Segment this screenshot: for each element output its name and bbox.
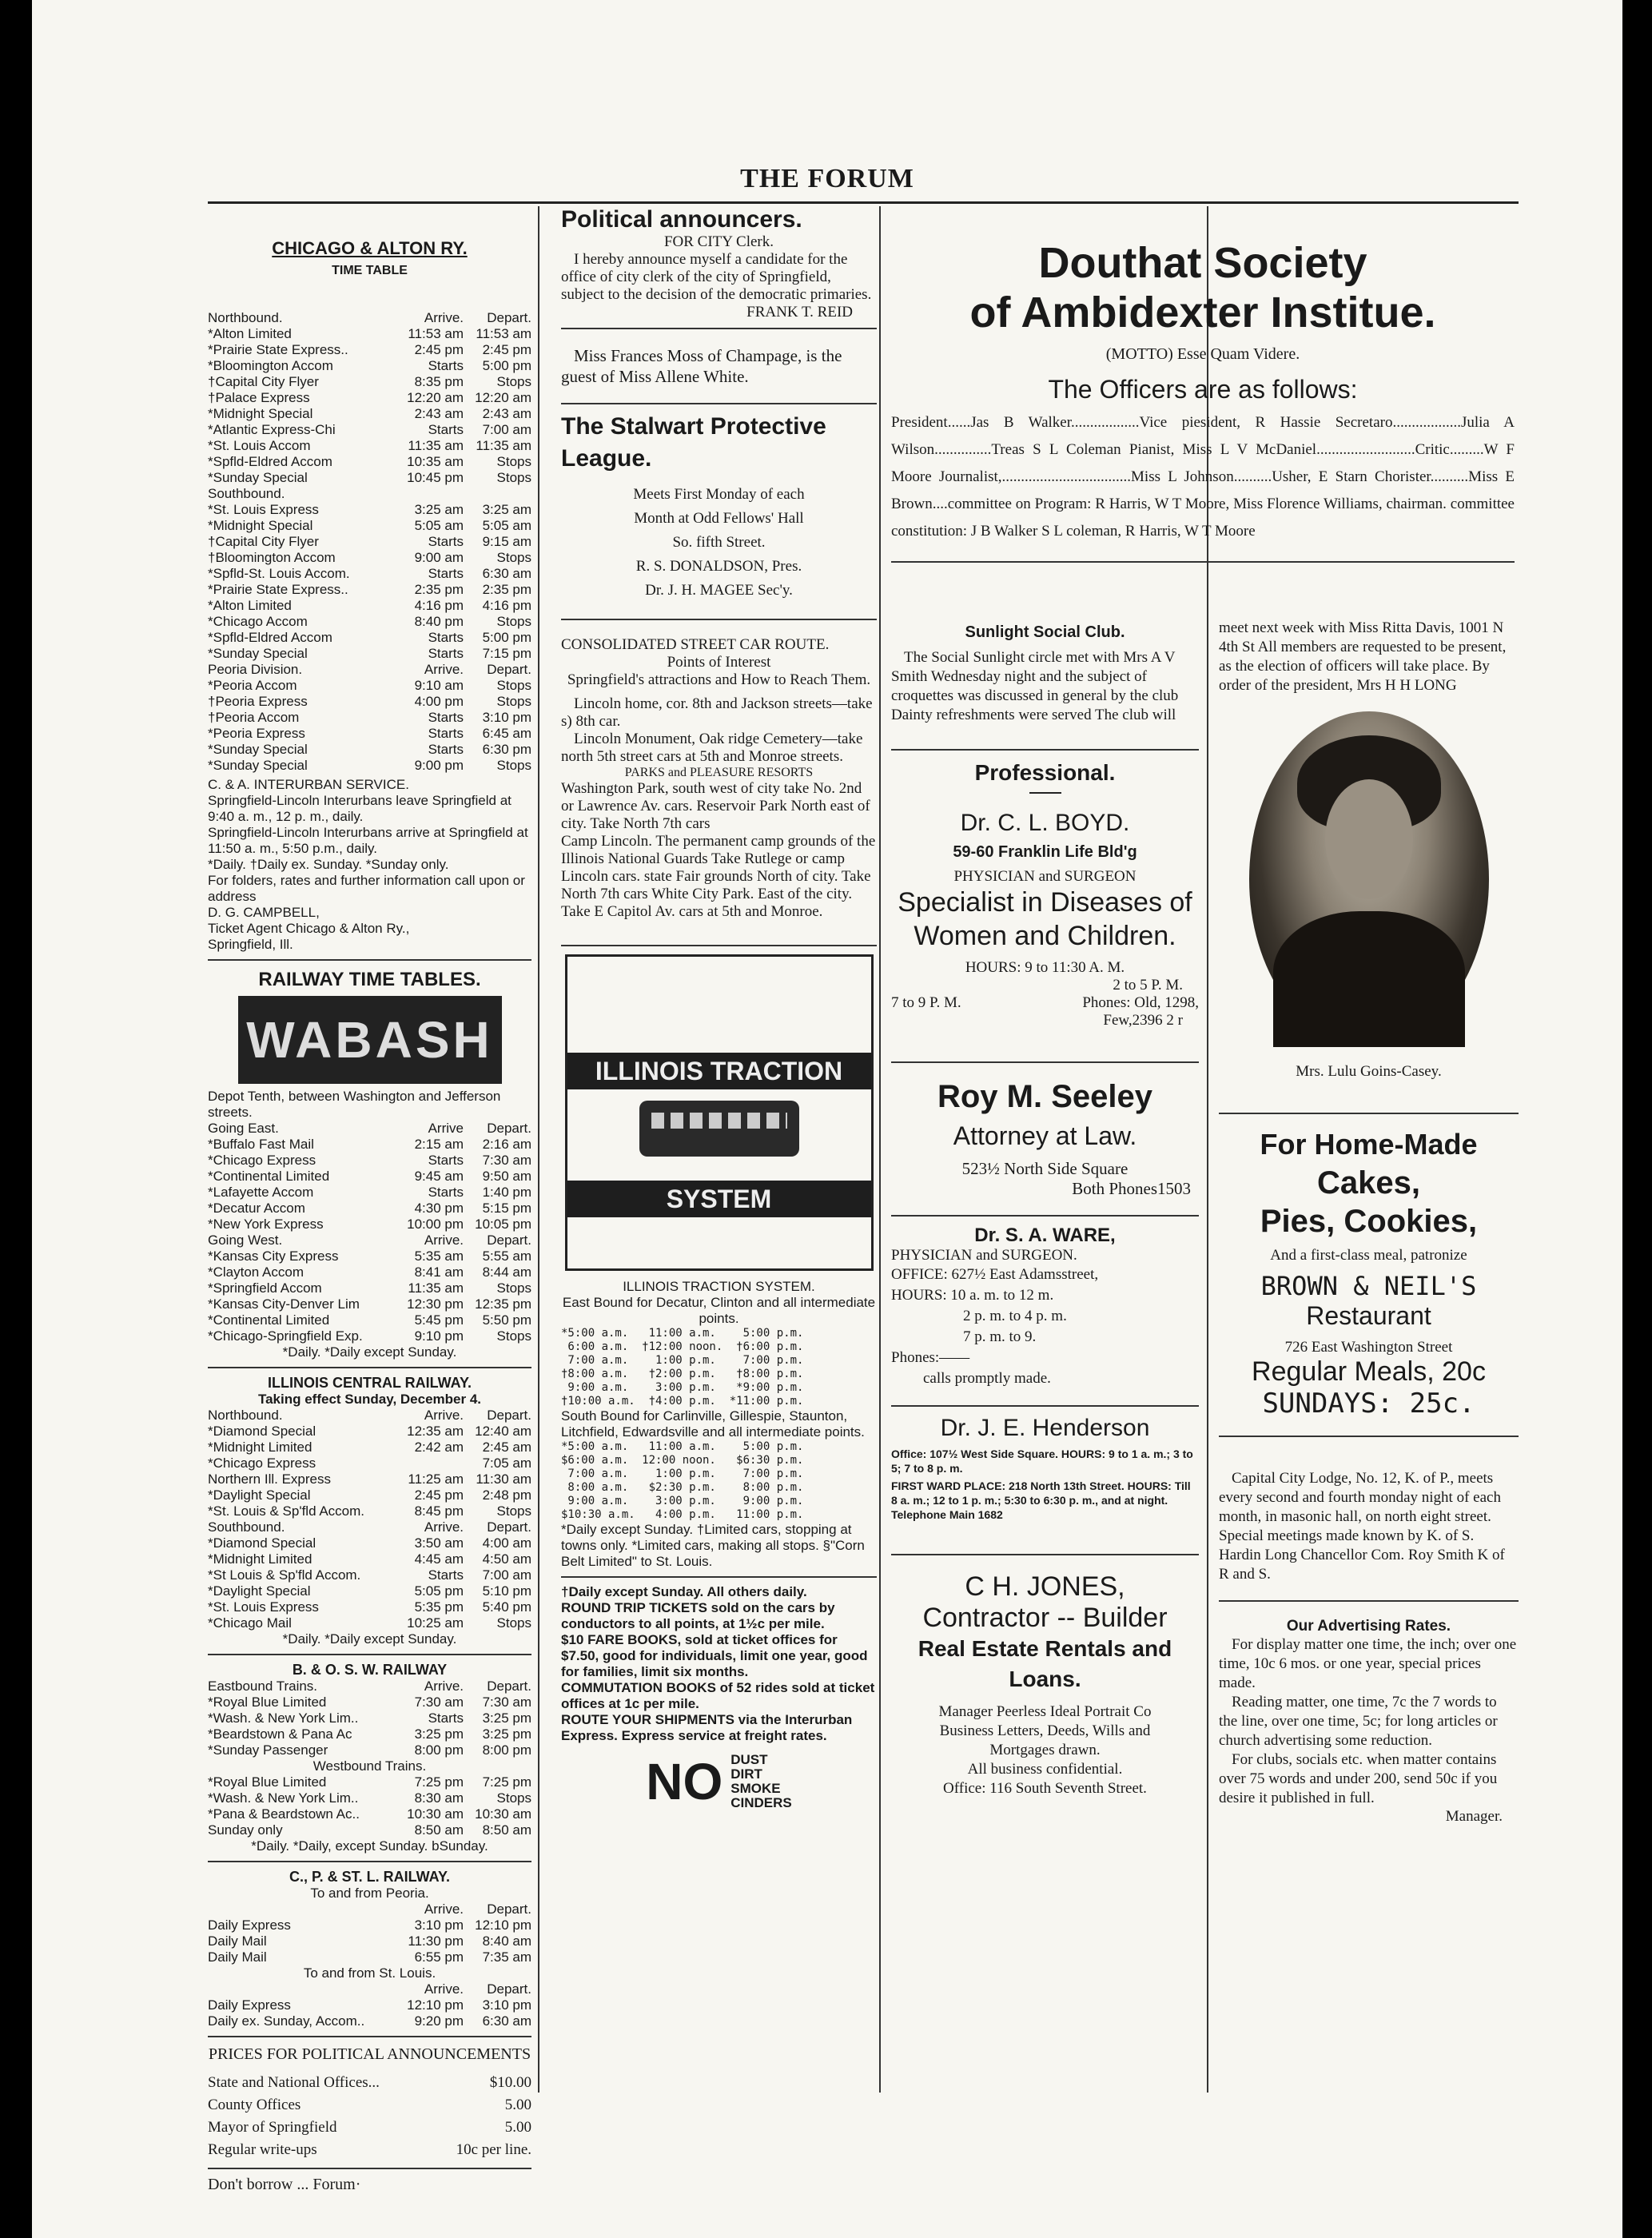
table-row: †Peoria Express 4:00 pm Stops bbox=[208, 694, 531, 709]
table-row: *Lafayette Accom Starts 1:40 pm bbox=[208, 1185, 531, 1200]
text-line: For folders, rates and further information call upon or address bbox=[208, 873, 525, 904]
text-line: Meets First Monday of each bbox=[633, 486, 805, 503]
ware-calls: calls promptly made. bbox=[923, 1370, 1051, 1387]
table-header: Arrive. Depart. bbox=[424, 1981, 531, 1997]
table-row: *Kansas City-Denver Lim 12:30 pm 12:35 pm bbox=[208, 1296, 531, 1312]
text-line: Mortgages drawn. bbox=[989, 1742, 1101, 1758]
boyd-hours3: 7 to 9 P. M. bbox=[891, 994, 961, 1011]
wabash-logo: WABASH bbox=[238, 996, 502, 1084]
logo-sub: TIME TABLE bbox=[332, 264, 408, 277]
cakes-name1: BROWN & NEIL'S bbox=[1260, 1271, 1477, 1301]
table-row: *Alton Limited 4:16 pm 4:16 pm bbox=[208, 598, 531, 613]
portrait-photo bbox=[1249, 711, 1489, 1047]
table-row: *Diamond Special 12:35 am 12:40 am bbox=[208, 1424, 531, 1439]
political-body: I hereby announce myself a candidate for the office of city clerk of the city of Springfield, subject to the decision of the democratic primaries. bbox=[561, 251, 872, 303]
jones-title: Contractor -- Builder bbox=[922, 1603, 1168, 1633]
boyd-phones: Phones: Old, 1298, bbox=[1082, 994, 1199, 1011]
boyd-hours1: HOURS: 9 to 11:30 A. M. bbox=[965, 959, 1125, 976]
column-4 bbox=[1219, 615, 1519, 2102]
streetcar-p4: Camp Lincoln. The permanent camp grounds of the Illinois National Guards Take Rutlege or camp Lincoln cars. state Fair grounds North of city. Take North 7th cars White City Park. East of the city. Take E Capitol Av. cars at 5th and Monroe. bbox=[561, 833, 876, 920]
traction-title: ILLINOIS TRACTION SYSTEM. bbox=[623, 1279, 815, 1294]
boyd-hours2: 2 to 5 P. M. bbox=[1113, 977, 1183, 994]
text-line: Office: 116 South Seventh Street. bbox=[943, 1780, 1147, 1797]
table-row: †Capital City Flyer Starts 9:15 am bbox=[208, 534, 531, 549]
streetcar-sub2: Springfield's attractions and How to Reach Them. bbox=[567, 671, 871, 688]
table-row: *Peoria Accom 9:10 am Stops bbox=[208, 678, 531, 693]
boyd-addr: 59-60 Franklin Life Bld'g bbox=[953, 843, 1137, 861]
traction-car-illustration bbox=[639, 1101, 799, 1157]
table-row: *Royal Blue Limited 7:30 am 7:30 am bbox=[208, 1694, 531, 1710]
jones-real: Real Estate Rentals and Loans. bbox=[918, 1636, 1172, 1691]
table-row: *Chicago Express Starts 7:30 am bbox=[208, 1153, 531, 1168]
table-row: *Continental Limited 5:45 pm 5:50 pm bbox=[208, 1312, 531, 1328]
streetcar-p3-head: PARKS and PLEASURE RESORTS bbox=[624, 766, 814, 779]
table-row: †Peoria Accom Starts 3:10 pm bbox=[208, 710, 531, 725]
table-header: Northbound. Arrive. Depart. bbox=[208, 310, 531, 325]
table-row: *New York Express 10:00 pm 10:05 pm bbox=[208, 1217, 531, 1232]
prices-title: PRICES FOR POLITICAL ANNOUNCEMENTS bbox=[208, 2045, 531, 2063]
table-row: *Sunday Passenger 8:00 pm 8:00 pm bbox=[208, 1742, 531, 1758]
table-row: *Continental Limited 9:45 am 9:50 am bbox=[208, 1169, 531, 1184]
seeley-addr: 523½ North Side Square bbox=[961, 1159, 1129, 1178]
ic-title: ILLINOIS CENTRAL RAILWAY. bbox=[267, 1375, 472, 1391]
table-row: *Chicago Accom 8:40 pm Stops bbox=[208, 614, 531, 629]
text-line: SMOKE bbox=[730, 1781, 781, 1796]
sunlight-body: The Social Sunlight circle met with Mrs A V Smith Wednesday night and the subject of croquettes was discussed in general by the club Dainty refreshments were served The club will bbox=[891, 649, 1179, 723]
cakes-head3: Pies, Cookies, bbox=[1260, 1204, 1478, 1239]
illinois-traction-logo bbox=[565, 954, 874, 1271]
streetcar-sub: Points of Interest bbox=[667, 654, 771, 671]
streetcar-title: CONSOLIDATED STREET CAR ROUTE. bbox=[561, 636, 830, 653]
table-row: †Bloomington Accom 9:00 am Stops bbox=[208, 550, 531, 565]
table-row: Sunday only 8:50 am 8:50 am bbox=[208, 1822, 531, 1838]
table-row: *Sunday Special Starts 6:30 pm bbox=[208, 742, 531, 757]
streetcar-p3: Washington Park, south west of city take No. 2nd or Lawrence Av. cars. Reservoir Park North east of city. Take North 7th cars bbox=[561, 780, 870, 832]
table-row: *Chicago Mail 10:25 am Stops bbox=[208, 1615, 531, 1631]
text-line: DUST bbox=[730, 1752, 768, 1767]
douthat-motto: (MOTTO) Esse Quam Videre. bbox=[1105, 345, 1300, 363]
table-row: *Clayton Accom 8:41 am 8:44 am bbox=[208, 1264, 531, 1280]
traction-note: *Daily except Sunday. †Limited cars, stopping at towns only. *Limited cars, making all stops. §"Corn Belt Limited" to St. Louis. bbox=[561, 1522, 865, 1569]
sunlight-title: Sunlight Social Club. bbox=[965, 623, 1125, 641]
price-row: State and National Offices... $10.00 bbox=[208, 2074, 531, 2091]
table-row: *Midnight Limited 2:42 am 2:45 am bbox=[208, 1440, 531, 1455]
wabash-note: *Daily. *Daily except Sunday. bbox=[282, 1344, 457, 1360]
sunlight-continued: meet next week with Miss Ritta Davis, 1001 N 4th St All members are requested to be present, as the election of officers will take place. By order of the president, Mrs H H LONG bbox=[1219, 619, 1507, 694]
stalwart-sec: Dr. J. H. MAGEE Sec'y. bbox=[645, 582, 793, 599]
boyd-phones2: Few,2396 2 r bbox=[1103, 1012, 1183, 1029]
table-row: *Peoria Express Starts 6:45 am bbox=[208, 726, 531, 741]
stalwart-pres: R. S. DONALDSON, Pres. bbox=[635, 558, 802, 575]
column-divider bbox=[879, 206, 881, 2093]
table-row: *St. Louis Accom 11:35 am 11:35 am bbox=[208, 438, 531, 453]
column-1 bbox=[208, 206, 531, 2193]
table-row: *Midnight Limited 4:45 am 4:50 am bbox=[208, 1551, 531, 1567]
rates-p1: For display matter one time, the inch; over one time, 10c 6 mos. or one year, special prices made. bbox=[1219, 1636, 1517, 1691]
seeley-title: Attorney at Law. bbox=[953, 1121, 1137, 1150]
traction-logo-top: ILLINOIS TRACTION bbox=[567, 1053, 871, 1089]
traction-south-times: *5:00 a.m. 11:00 a.m. 5:00 p.m. $6:00 a.m. 12:00 noon. $6:30 p.m. 7:00 a.m. 1:00 p.m. 7:00 p.m. 8:00 a.m. $2:30 p.m. 8:00 p.m. 9:00 a.m. 3:00 p.m. 9:00 p.m. $10:30 a.m. 4:00 p.m. 11:00 p.m. bbox=[561, 1440, 804, 1521]
table-header: Eastbound Trains. Arrive. Depart. bbox=[208, 1678, 531, 1694]
table-row: *Springfield Accom 11:35 am Stops bbox=[208, 1280, 531, 1296]
column-divider bbox=[538, 206, 539, 2093]
interurban-title: C. & A. INTERURBAN SERVICE. bbox=[208, 777, 409, 792]
text-line: DIRT bbox=[730, 1766, 762, 1782]
chicago-alton-timetable bbox=[208, 310, 531, 953]
price-row: Regular write-ups 10c per line. bbox=[208, 2141, 531, 2158]
rates-title: Our Advertising Rates. bbox=[1286, 1618, 1451, 1635]
political-title: Political announcers. bbox=[561, 206, 802, 233]
ic-sub: Taking effect Sunday, December 4. bbox=[257, 1392, 481, 1407]
table-row: *Spfld-St. Louis Accom. Starts 6:30 am bbox=[208, 566, 531, 581]
text-line: So. fifth Street. bbox=[672, 534, 766, 551]
table-header: Going West. Arrive. Depart. bbox=[208, 1232, 531, 1248]
text-line: Springfield-Lincoln Interurbans arrive at Springfield at 11:50 a. m., 5:50 p.m., daily. bbox=[208, 825, 528, 856]
table-row: *Chicago Express 7:05 am bbox=[208, 1455, 531, 1471]
table-row: *Spfld-Eldred Accom 10:35 am Stops bbox=[208, 454, 531, 469]
cpstl-sub2: To and from St. Louis. bbox=[303, 1965, 436, 1981]
jones-name: C H. JONES, bbox=[965, 1571, 1125, 1602]
text-line: Manager Peerless Ideal Portrait Co bbox=[938, 1703, 1152, 1720]
logo-text: CHICAGO & ALTON RY. bbox=[272, 238, 468, 258]
henderson-ward: FIRST WARD PLACE: 218 North 13th Street. HOURS: Till 8 a. m.; 12 to 1 p. m.; 5:30 to 6:30 p. m., and at night. Telephone Main 1682 bbox=[891, 1479, 1191, 1521]
traction-east-times: *5:00 a.m. 11:00 a.m. 5:00 p.m. 6:00 a.m. †12:00 noon. †6:00 p.m. 7:00 a.m. 1:00 p.m. 7:00 p.m. †8:00 a.m. †2:00 p.m. †8:00 p.m. 9:00 a.m. 3:00 p.m. *9:00 p.m. †10:00 a.m. †4:00 p.m. *11:00 p.m. bbox=[561, 1327, 804, 1408]
ware-title: PHYSICIAN and SURGEON. bbox=[891, 1247, 1077, 1264]
railway-time-tables-title: RAILWAY TIME TABLES. bbox=[258, 969, 481, 990]
cakes-addr: 726 East Washington Street bbox=[1284, 1339, 1453, 1356]
table-header: Peoria Division. Arrive. Depart. bbox=[208, 662, 531, 677]
ware-name: Dr. S. A. WARE, bbox=[974, 1225, 1116, 1246]
table-row: *Sunday Special 9:00 pm Stops bbox=[208, 758, 531, 773]
column-3-lower bbox=[891, 615, 1199, 2102]
table-row: *Bloomington Accom Starts 5:00 pm bbox=[208, 358, 531, 373]
table-row: *Spfld-Eldred Accom Starts 5:00 pm bbox=[208, 630, 531, 645]
table-row: *St. Louis Express 5:35 pm 5:40 pm bbox=[208, 1599, 531, 1615]
ware-office: OFFICE: 627½ East Adamsstreet, bbox=[891, 1266, 1099, 1283]
stalwart-title: The Stalwart Protective League. bbox=[561, 413, 826, 472]
portrait-caption: Mrs. Lulu Goins-Casey. bbox=[1296, 1063, 1442, 1080]
boyd-title: PHYSICIAN and SURGEON bbox=[953, 868, 1136, 885]
table-row: *Buffalo Fast Mail 2:15 am 2:16 am bbox=[208, 1137, 531, 1152]
rates-p3: For clubs, socials etc. when matter contains over 75 words and under 200, send 50c if you desire it published in full. bbox=[1219, 1751, 1498, 1806]
price-row: Mayor of Springfield 5.00 bbox=[208, 2119, 531, 2136]
traction-round: ROUND TRIP TICKETS sold on the cars by conductors to all points, at 1½c per mile. bbox=[561, 1600, 835, 1631]
cakes-name2: Restaurant bbox=[1306, 1301, 1431, 1330]
political-sub: FOR CITY Clerk. bbox=[663, 233, 774, 250]
table-row: *Decatur Accom 4:30 pm 5:15 pm bbox=[208, 1201, 531, 1216]
table-row: *Sunday Special 10:45 pm Stops bbox=[208, 470, 531, 485]
table-row: *Daylight Special 5:05 pm 5:10 pm bbox=[208, 1583, 531, 1599]
table-header: Southbound. Arrive. Depart. bbox=[208, 1519, 531, 1535]
table-row: *Diamond Special 3:50 am 4:00 am bbox=[208, 1535, 531, 1551]
traction-fare: $10 FARE BOOKS, sold at ticket offices for $7.50, good for individuals, limit one year, good for families, limit six months. bbox=[561, 1632, 868, 1679]
top-rule bbox=[208, 201, 1519, 204]
cakes-sundays: SUNDAYS: 25c. bbox=[1262, 1388, 1475, 1420]
ware-phones: Phones:—— bbox=[891, 1349, 970, 1366]
text-line: *Daily. †Daily ex. Sunday. *Sunday only. bbox=[208, 857, 449, 872]
streetcar-p2: Lincoln Monument, Oak ridge Cemetery—take north 5th street cars at 5th and Monroe streets. bbox=[561, 731, 863, 765]
traction-ship: ROUTE YOUR SHIPMENTS via the Interurban Express. Express service at freight rates. bbox=[561, 1712, 853, 1743]
rates-sign: Manager. bbox=[1445, 1808, 1503, 1825]
text-line: All business confidential. bbox=[967, 1761, 1123, 1778]
table-row: Daily Mail 11:30 pm 8:40 am bbox=[208, 1933, 531, 1949]
rates-p2: Reading matter, one time, 7c the 7 words to the line, over one time, 5c; for long articles or church advertising some reduction. bbox=[1219, 1694, 1498, 1749]
ware-hours1: HOURS: 10 a. m. to 12 m. bbox=[891, 1287, 1054, 1304]
table-row: †Capital City Flyer 8:35 pm Stops bbox=[208, 374, 531, 389]
table-row: *Daylight Special 2:45 pm 2:48 pm bbox=[208, 1487, 531, 1503]
traction-logo-bottom: SYSTEM bbox=[567, 1181, 871, 1217]
cpstl-sub: To and from Peoria. bbox=[310, 1886, 429, 1901]
table-row: *Chicago-Springfield Exp. 9:10 pm Stops bbox=[208, 1328, 531, 1344]
prices-footer: Don't borrow ... Forum· bbox=[208, 2176, 361, 2193]
table-row: *Sunday Special Starts 7:15 pm bbox=[208, 646, 531, 661]
traction-commute: COMMUTATION BOOKS of 52 rides sold at ticket offices at 1c per mile. bbox=[561, 1680, 875, 1711]
table-header: Arrive. Depart. bbox=[424, 1902, 531, 1917]
cakes-head2: Cakes, bbox=[1317, 1165, 1420, 1201]
table-row: †Palace Express 12:20 am 12:20 am bbox=[208, 390, 531, 405]
douthat-title1: Douthat Society bbox=[1038, 239, 1367, 287]
table-row: *Beardstown & Pana Ac 3:25 pm 3:25 pm bbox=[208, 1726, 531, 1742]
table-row: Daily ex. Sunday, Accom.. 9:20 pm 6:30 am bbox=[208, 2013, 531, 2029]
text-line: D. G. CAMPBELL, bbox=[208, 905, 320, 920]
table-row: *St. Louis & Sp'fld Accom. 8:45 pm Stops bbox=[208, 1503, 531, 1519]
douthat-officers: President......Jas B Walker..................Vice piesident, R Hassie Secretaro..................Julia A Wilson...............Treas S L Coleman Pianist, Miss L V McDaniel..........................Critic.........W F Moore Journalist,..................................Miss L Johnson..........Usher, E Starn Chorister..........Miss E Brown....committee on Program: R Harris, W T Moore, Miss Florence Williams, chairman. committee constitution: J B Walker S L coleman, R Harris, W T Moore bbox=[891, 414, 1515, 540]
ic-note: *Daily. *Daily except Sunday. bbox=[282, 1631, 457, 1647]
table-row: *Prairie State Express.. 2:45 pm 2:45 pm bbox=[208, 342, 531, 357]
price-row: County Offices 5.00 bbox=[208, 2097, 531, 2113]
seeley-phones: Both Phones1503 bbox=[1072, 1179, 1191, 1198]
douthat-officers-head: The Officers are as follows: bbox=[1048, 375, 1358, 404]
douthat-title2: of Ambidexter Institue. bbox=[969, 289, 1436, 336]
streetcar-p1: Lincoln home, cor. 8th and Jackson streets—take s) 8th car. bbox=[561, 695, 873, 730]
table-row: *Alton Limited 11:53 am 11:53 am bbox=[208, 326, 531, 341]
text-line: Springfield, Ill. bbox=[208, 937, 293, 952]
boyd-name: Dr. C. L. BOYD. bbox=[960, 810, 1130, 836]
cpstl-title: C., P. & ST. L. RAILWAY. bbox=[289, 1869, 451, 1885]
wabash-depot: Depot Tenth, between Washington and Jefferson streets. bbox=[208, 1089, 501, 1120]
text-line: CINDERS bbox=[730, 1795, 792, 1810]
ware-hours3: 7 p. m. to 9. bbox=[963, 1328, 1037, 1345]
lodge-notice: Capital City Lodge, No. 12, K. of P., meets every second and fourth monday night of each month, in masonic hall, on north eight street. Special meetings made known by K. of S. Hardin Long Chancellor Com. Roy Smith K of R and S. bbox=[1219, 1470, 1505, 1583]
bosw-note: *Daily. *Daily, except Sunday. bSunday. bbox=[251, 1838, 488, 1854]
table-row: *Kansas City Express 5:35 am 5:55 am bbox=[208, 1248, 531, 1264]
traction-south: South Bound for Carlinville, Gillespie, Staunton, Litchfield, Edwardsville and all intermediate points. bbox=[561, 1408, 865, 1440]
table-row: *St Louis & Sp'fld Accom. Starts 7:00 am bbox=[208, 1567, 531, 1583]
column-2 bbox=[561, 206, 877, 2093]
text-line: Ticket Agent Chicago & Alton Ry., bbox=[208, 921, 410, 936]
cakes-head1: For Home-Made bbox=[1260, 1128, 1478, 1161]
moss-notice: Miss Frances Moss of Champage, is the guest of Miss Allene White. bbox=[561, 346, 842, 386]
table-row: Daily Mail 6:55 pm 7:35 am bbox=[208, 1949, 531, 1965]
table-header: Northbound. Arrive. Depart. bbox=[208, 1408, 531, 1423]
cakes-sub: And a first-class meal, patronize bbox=[1270, 1247, 1467, 1264]
seeley-name: Roy M. Seeley bbox=[937, 1079, 1152, 1114]
table-row: *Pana & Beardstown Ac.. 10:30 am 10:30 am bbox=[208, 1806, 531, 1822]
traction-daily: †Daily except Sunday. All others daily. bbox=[561, 1584, 807, 1599]
table-row: *Wash. & New York Lim.. 8:30 am Stops bbox=[208, 1790, 531, 1806]
cakes-meals: Regular Meals, 20c bbox=[1252, 1356, 1486, 1387]
table-header: Going East. Arrive Depart. bbox=[208, 1121, 531, 1136]
table-header: Southbound. bbox=[208, 486, 285, 501]
table-row: Daily Express 12:10 pm 3:10 pm bbox=[208, 1997, 531, 2013]
ware-hours2: 2 p. m. to 4 p. m. bbox=[963, 1308, 1067, 1324]
table-row: *Prairie State Express.. 2:35 pm 2:35 pm bbox=[208, 582, 531, 597]
masthead: THE FORUM bbox=[740, 164, 914, 193]
traction-east: East Bound for Decatur, Clinton and all intermediate points. bbox=[562, 1295, 876, 1326]
table-row: *Atlantic Express-Chi Starts 7:00 am bbox=[208, 422, 531, 437]
political-signed: FRANK T. REID bbox=[746, 304, 853, 321]
no-word: NO bbox=[646, 1753, 723, 1810]
henderson-office: Office: 107½ West Side Square. HOURS: 9 to 1 a. m.; 3 to 5; 7 to 8 p. m. bbox=[891, 1448, 1193, 1475]
table-row: *Midnight Special 2:43 am 2:43 am bbox=[208, 406, 531, 421]
table-row: *St. Louis Express 3:25 am 3:25 am bbox=[208, 502, 531, 517]
table-row: *Royal Blue Limited 7:25 pm 7:25 pm bbox=[208, 1774, 531, 1790]
table-row: Daily Express 3:10 pm 12:10 pm bbox=[208, 1917, 531, 1933]
text-line: Springfield-Lincoln Interurbans leave Springfield at 9:40 a. m., 12 p. m., daily. bbox=[208, 793, 512, 824]
text-line: Business Letters, Deeds, Wills and bbox=[939, 1722, 1151, 1739]
no-dust-ad bbox=[561, 1752, 877, 1811]
bosw-west-header: Westbound Trains. bbox=[312, 1758, 427, 1774]
chicago-alton-logo bbox=[208, 238, 531, 278]
table-row: *Midnight Special 5:05 am 5:05 am bbox=[208, 518, 531, 533]
professional-head: Professional. bbox=[974, 760, 1116, 785]
bosw-title: B. & O. S. W. RAILWAY bbox=[292, 1662, 448, 1678]
henderson-name: Dr. J. E. Henderson bbox=[940, 1415, 1150, 1441]
table-row: *Wash. & New York Lim.. Starts 3:25 pm bbox=[208, 1710, 531, 1726]
table-row: Northern Ill. Express 11:25 am 11:30 am bbox=[208, 1471, 531, 1487]
boyd-specialist: Specialist in Diseases of Women and Children. bbox=[898, 887, 1192, 951]
text-line: Month at Odd Fellows' Hall bbox=[634, 510, 804, 527]
newspaper-page bbox=[32, 0, 1622, 2238]
